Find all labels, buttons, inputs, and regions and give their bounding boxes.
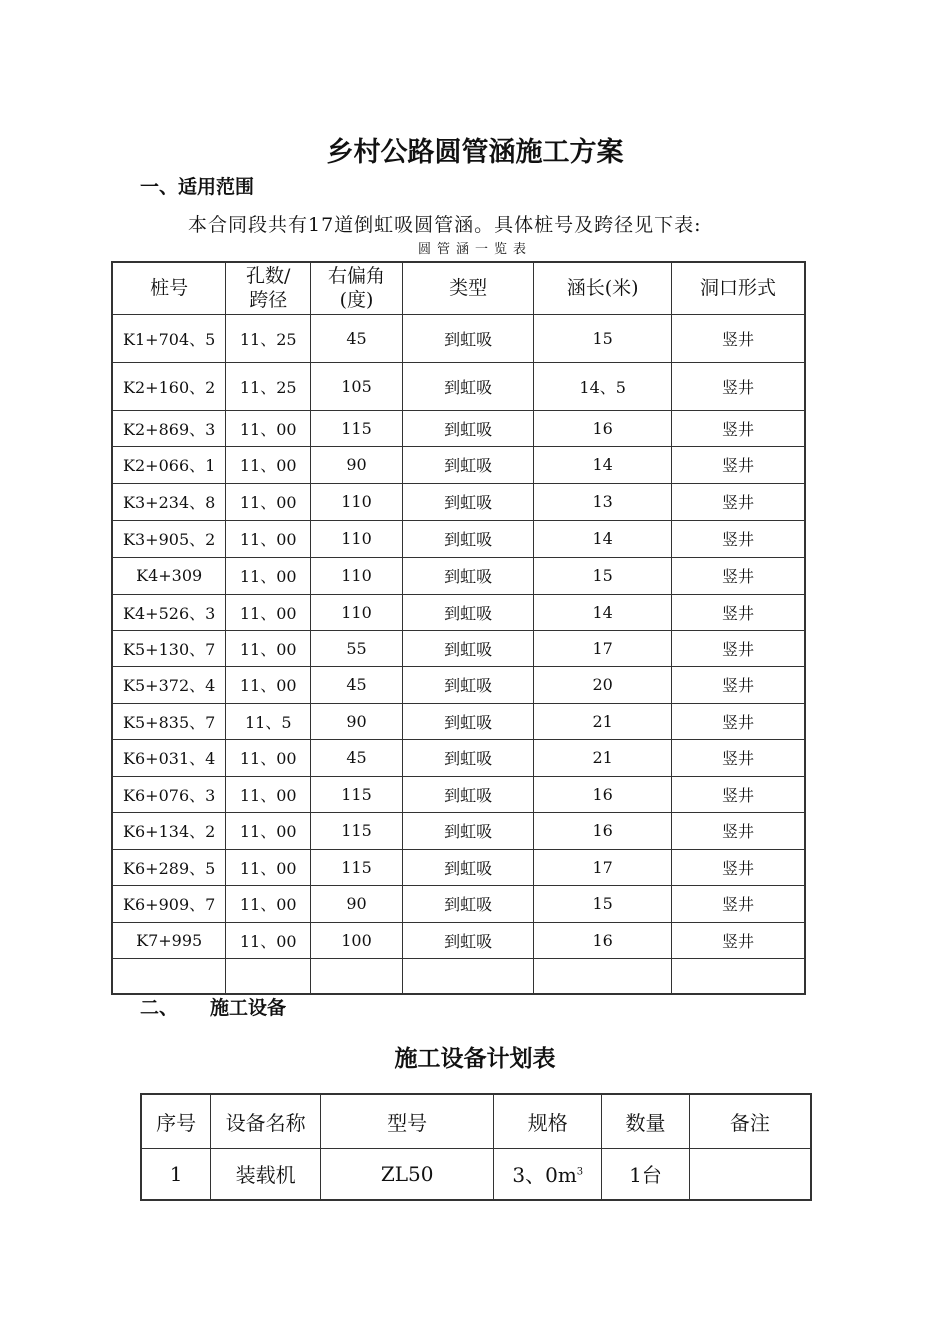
header-cell: 设备名称 bbox=[211, 1094, 321, 1148]
cell-skew-angle: 45 bbox=[311, 314, 403, 362]
culvert-table bbox=[111, 261, 806, 995]
cell-length: 14 bbox=[534, 594, 672, 630]
cell-spans: 11、00 bbox=[226, 885, 311, 922]
cell-skew-angle: 90 bbox=[311, 446, 403, 483]
table-row bbox=[112, 666, 805, 703]
cell-station: K6+909、7 bbox=[112, 885, 226, 922]
equip-model: ZL50 bbox=[320, 1148, 494, 1200]
table-row bbox=[112, 557, 805, 594]
table-row bbox=[112, 739, 805, 776]
table-caption: 圆管涵一览表 bbox=[417, 242, 532, 257]
cell-length: 17 bbox=[534, 630, 672, 666]
cell-spans: 11、00 bbox=[226, 666, 311, 703]
cell-spans: 11、00 bbox=[226, 776, 311, 812]
cell-type: 到虹吸 bbox=[402, 314, 534, 362]
cell-spans: 11、25 bbox=[226, 314, 311, 362]
header-cell: 序号 bbox=[141, 1094, 211, 1148]
cell-station: K5+835、7 bbox=[112, 703, 226, 739]
cell-skew-angle: 110 bbox=[311, 483, 403, 520]
cell-skew-angle: 115 bbox=[311, 410, 403, 446]
cell-type: 到虹吸 bbox=[402, 812, 534, 849]
cell-station: K2+869、3 bbox=[112, 410, 226, 446]
cell-portal-type: 竖井 bbox=[671, 362, 805, 410]
cell-skew-angle: 110 bbox=[311, 557, 403, 594]
cell-length: 13 bbox=[534, 483, 672, 520]
cell-spans: 11、25 bbox=[226, 362, 311, 410]
cell-portal-type: 竖井 bbox=[671, 314, 805, 362]
cell-station: K2+066、1 bbox=[112, 446, 226, 483]
table-row bbox=[112, 446, 805, 483]
cell-station: K6+289、5 bbox=[112, 849, 226, 885]
header-length: 涵长(米) bbox=[534, 262, 672, 314]
equip-note bbox=[689, 1148, 811, 1200]
cell-skew-angle: 115 bbox=[311, 812, 403, 849]
cell-station: K3+234、8 bbox=[112, 483, 226, 520]
section-heading-scope: 一、适用范围 bbox=[140, 176, 255, 198]
cell-type: 到虹吸 bbox=[402, 666, 534, 703]
cell-spans: 11、00 bbox=[226, 594, 311, 630]
cell-portal-type: 竖井 bbox=[671, 666, 805, 703]
cell-type: 到虹吸 bbox=[402, 557, 534, 594]
cell-station: K3+905、2 bbox=[112, 520, 226, 557]
cell-type: 到虹吸 bbox=[402, 483, 534, 520]
cell-station: K5+130、7 bbox=[112, 630, 226, 666]
cell-spans bbox=[226, 958, 311, 994]
cell-skew-angle: 100 bbox=[311, 922, 403, 958]
table-row bbox=[112, 776, 805, 812]
cell-length: 14 bbox=[534, 520, 672, 557]
intro-paragraph: 本合同段共有17道倒虹吸圆管涵。具体桩号及跨径见下表: bbox=[188, 214, 702, 236]
cell-portal-type: 竖井 bbox=[671, 520, 805, 557]
table-row bbox=[112, 885, 805, 922]
cell-portal-type: 竖井 bbox=[671, 446, 805, 483]
cell-skew-angle: 55 bbox=[311, 630, 403, 666]
equip-qty: 1台 bbox=[602, 1148, 690, 1200]
cell-portal-type: 竖井 bbox=[671, 630, 805, 666]
cell-length: 17 bbox=[534, 849, 672, 885]
header-cell: 规格 bbox=[494, 1094, 602, 1148]
cell-type: 到虹吸 bbox=[402, 922, 534, 958]
equip-name: 装载机 bbox=[211, 1148, 321, 1200]
table-row bbox=[112, 520, 805, 557]
table-row bbox=[112, 849, 805, 885]
cell-skew-angle: 105 bbox=[311, 362, 403, 410]
equipment-row bbox=[141, 1148, 811, 1200]
table-row bbox=[112, 314, 805, 362]
cell-type: 到虹吸 bbox=[402, 885, 534, 922]
section-number: 二、 bbox=[140, 997, 179, 1019]
cell-type bbox=[402, 958, 534, 994]
cell-station: K6+031、4 bbox=[112, 739, 226, 776]
cell-length: 20 bbox=[534, 666, 672, 703]
equipment-table-title: 施工设备计划表 bbox=[394, 1046, 556, 1072]
cell-spans: 11、5 bbox=[226, 703, 311, 739]
cell-portal-type: 竖井 bbox=[671, 703, 805, 739]
cell-skew-angle: 115 bbox=[311, 849, 403, 885]
cell-portal-type: 竖井 bbox=[671, 776, 805, 812]
section-heading-equipment bbox=[140, 993, 286, 1020]
cell-spans: 11、00 bbox=[226, 520, 311, 557]
table-row bbox=[112, 812, 805, 849]
cell-type: 到虹吸 bbox=[402, 362, 534, 410]
cell-length bbox=[534, 958, 672, 994]
cell-station: K6+076、3 bbox=[112, 776, 226, 812]
cell-skew-angle: 90 bbox=[311, 703, 403, 739]
cell-spans: 11、00 bbox=[226, 922, 311, 958]
equip-spec bbox=[494, 1148, 602, 1200]
cell-skew-angle: 110 bbox=[311, 594, 403, 630]
cell-type: 到虹吸 bbox=[402, 739, 534, 776]
cell-type: 到虹吸 bbox=[402, 594, 534, 630]
header-portal-type: 洞口形式 bbox=[671, 262, 805, 314]
cell-length: 21 bbox=[534, 703, 672, 739]
cell-length: 16 bbox=[534, 922, 672, 958]
document-title: 乡村公路圆管涵施工方案 bbox=[326, 137, 624, 168]
cell-station: K7+995 bbox=[112, 922, 226, 958]
cell-spans: 11、00 bbox=[226, 812, 311, 849]
section-title: 施工设备 bbox=[210, 997, 287, 1019]
cell-spans: 11、00 bbox=[226, 410, 311, 446]
cell-length: 16 bbox=[534, 410, 672, 446]
cell-type: 到虹吸 bbox=[402, 446, 534, 483]
cell-station: K4+309 bbox=[112, 557, 226, 594]
cell-length: 16 bbox=[534, 812, 672, 849]
cell-portal-type: 竖井 bbox=[671, 739, 805, 776]
cell-spans: 11、00 bbox=[226, 557, 311, 594]
cell-skew-angle: 45 bbox=[311, 666, 403, 703]
cell-station bbox=[112, 958, 226, 994]
cell-skew-angle: 90 bbox=[311, 885, 403, 922]
equip-spec-value: 3、0m bbox=[512, 1163, 577, 1188]
cell-portal-type bbox=[671, 958, 805, 994]
cell-station: K4+526、3 bbox=[112, 594, 226, 630]
equipment-header-row bbox=[141, 1094, 811, 1148]
header-cell: 型号 bbox=[320, 1094, 494, 1148]
header-skew-angle: 右偏角 (度) bbox=[311, 262, 403, 314]
cell-length: 14、5 bbox=[534, 362, 672, 410]
table-row bbox=[112, 410, 805, 446]
header-cell: 数量 bbox=[602, 1094, 690, 1148]
cell-spans: 11、00 bbox=[226, 630, 311, 666]
cell-portal-type: 竖井 bbox=[671, 922, 805, 958]
header-type: 类型 bbox=[402, 262, 534, 314]
cell-portal-type: 竖井 bbox=[671, 557, 805, 594]
cell-portal-type: 竖井 bbox=[671, 483, 805, 520]
cell-station: K5+372、4 bbox=[112, 666, 226, 703]
cell-skew-angle: 45 bbox=[311, 739, 403, 776]
header-cell: 备注 bbox=[689, 1094, 811, 1148]
cell-spans: 11、00 bbox=[226, 483, 311, 520]
cell-length: 21 bbox=[534, 739, 672, 776]
cell-portal-type: 竖井 bbox=[671, 410, 805, 446]
table-row bbox=[112, 483, 805, 520]
table-row bbox=[112, 922, 805, 958]
cell-type: 到虹吸 bbox=[402, 520, 534, 557]
equip-spec-superscript: 3 bbox=[576, 1166, 584, 1178]
table-row bbox=[112, 630, 805, 666]
cell-portal-type: 竖井 bbox=[671, 594, 805, 630]
table-row bbox=[112, 958, 805, 994]
header-spans: 孔数/ 跨径 bbox=[226, 262, 311, 314]
cell-type: 到虹吸 bbox=[402, 630, 534, 666]
cell-skew-angle: 110 bbox=[311, 520, 403, 557]
cell-skew-angle bbox=[311, 958, 403, 994]
equipment-table bbox=[140, 1093, 812, 1201]
cell-portal-type: 竖井 bbox=[671, 885, 805, 922]
cell-station: K2+160、2 bbox=[112, 362, 226, 410]
cell-type: 到虹吸 bbox=[402, 849, 534, 885]
header-station: 桩号 bbox=[112, 262, 226, 314]
table-row bbox=[112, 362, 805, 410]
cell-station: K6+134、2 bbox=[112, 812, 226, 849]
cell-length: 15 bbox=[534, 314, 672, 362]
table-row bbox=[112, 703, 805, 739]
equip-no: 1 bbox=[141, 1148, 211, 1200]
cell-skew-angle: 115 bbox=[311, 776, 403, 812]
cell-station: K1+704、5 bbox=[112, 314, 226, 362]
cell-portal-type: 竖井 bbox=[671, 812, 805, 849]
cell-type: 到虹吸 bbox=[402, 703, 534, 739]
cell-spans: 11、00 bbox=[226, 849, 311, 885]
cell-type: 到虹吸 bbox=[402, 410, 534, 446]
cell-type: 到虹吸 bbox=[402, 776, 534, 812]
cell-portal-type: 竖井 bbox=[671, 849, 805, 885]
cell-length: 14 bbox=[534, 446, 672, 483]
cell-length: 15 bbox=[534, 885, 672, 922]
table-row bbox=[112, 594, 805, 630]
cell-length: 15 bbox=[534, 557, 672, 594]
culvert-header-row bbox=[112, 262, 805, 314]
cell-length: 16 bbox=[534, 776, 672, 812]
cell-spans: 11、00 bbox=[226, 446, 311, 483]
cell-spans: 11、00 bbox=[226, 739, 311, 776]
